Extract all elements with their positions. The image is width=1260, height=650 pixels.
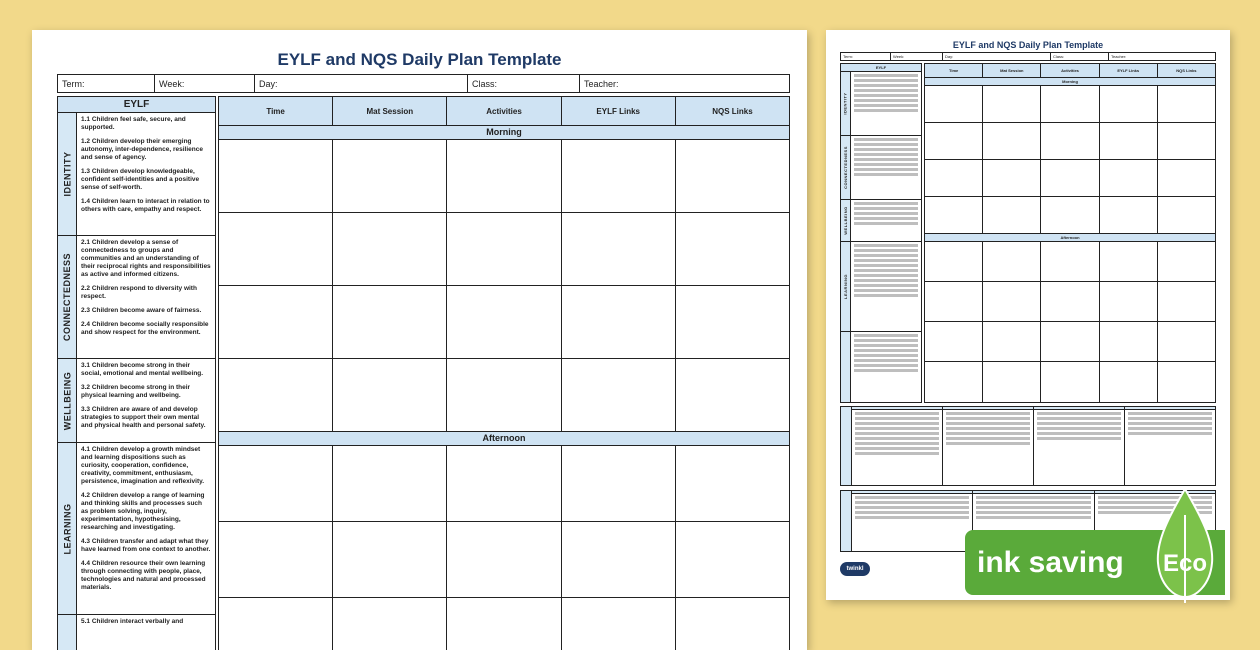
preview-section: WELLBEING <box>841 200 921 242</box>
outcome-item: 2.1 Children develop a sense of connectedness to groups and communities and an understanding of their reciprocal rights and responsibilities as active and informed citizens. <box>81 239 211 278</box>
section-label: CONNECTEDNESS <box>58 236 77 358</box>
preview-eylf-heading: EYLF <box>841 64 921 72</box>
preview-week-field: Week: <box>891 53 943 60</box>
preview-section: CONNECTEDNESS <box>841 136 921 200</box>
outcome-item: 3.1 Children become strong in their social, emotional and mental wellbeing. <box>81 362 204 377</box>
column-mat-session: Mat Session <box>333 97 447 125</box>
outcome-item: 4.4 Children resource their own learning through connecting with people, place, technologies and natural and processed materials. <box>81 560 206 591</box>
section-learning <box>58 443 215 615</box>
preview-band-morning: Morning <box>925 78 1215 86</box>
daily-plan-grid <box>218 96 790 650</box>
teacher-field: Teacher: <box>584 79 619 89</box>
band-morning: Morning <box>219 126 789 140</box>
column-activities: Activities <box>447 97 561 125</box>
eylf-heading: EYLF <box>58 97 215 113</box>
column-nqs-links: NQS Links <box>712 106 753 116</box>
preview-header-fields <box>840 52 1216 61</box>
section-label: LEARNING <box>58 443 77 614</box>
eco-leaf-icon <box>1150 485 1220 605</box>
plan-row <box>219 140 789 213</box>
preview-teacher-field: Teacher: <box>1111 54 1127 59</box>
outcome-item: 3.3 Children are aware of and develop strategies to support their own mental and physical health and personal safety. <box>81 406 206 429</box>
page-title: EYLF and NQS Daily Plan Template <box>277 50 562 69</box>
plan-row <box>219 359 789 432</box>
preview-section: LEARNING <box>841 242 921 332</box>
class-field: Class: <box>468 75 580 92</box>
week-field: Week: <box>155 75 255 92</box>
band-afternoon: Afternoon <box>219 432 789 446</box>
plan-row <box>219 446 789 522</box>
outcome-item: 4.2 Children develop a range of learning and thinking skills and processes such as problem solving, inquiry, experimentation, hypothesising, researching and investigating. <box>81 492 205 531</box>
outcome-item: 2.3 Children become aware of fairness. <box>81 307 202 314</box>
outcome-item: 5.1 Children interact verbally and <box>81 618 184 625</box>
outcome-item: 1.4 Children learn to interact in relation to others with care, empathy and respect. <box>81 198 210 213</box>
plan-row <box>219 598 789 650</box>
term-field: Term: <box>58 75 155 92</box>
twinkl-logo: twinkl <box>840 562 870 576</box>
eylf-outcomes-column <box>57 96 216 650</box>
section-label <box>58 615 77 650</box>
preview-eylf-column <box>840 63 922 403</box>
outcome-item: 1.3 Children develop knowledgeable, confident self-identities and a positive sense of self-worth. <box>81 168 200 191</box>
grid-header <box>219 97 789 126</box>
preview-column-nqs-links: NQS Links <box>1176 68 1197 73</box>
preview-plan-grid <box>924 63 1216 403</box>
preview-column-time: Time <box>925 64 983 77</box>
ink-saving-label: ink saving <box>977 545 1124 579</box>
preview-title: EYLF and NQS Daily Plan Template <box>952 40 1104 50</box>
section-label: IDENTITY <box>58 113 77 235</box>
preview-class-field: Class: <box>1051 53 1109 60</box>
preview-term-field: Term: <box>841 53 891 60</box>
preview-column-eylf-links: EYLF Links <box>1100 64 1158 77</box>
preview-section <box>841 332 921 402</box>
plan-row <box>219 522 789 598</box>
preview-quality-areas-1 <box>840 406 1216 486</box>
plan-row <box>219 286 789 359</box>
eco-label: Eco <box>1162 550 1208 577</box>
outcome-item: 4.1 Children develop a growth mindset and learning dispositions such as curiosity, cooperation, confidence, creativity, commitment, enthusiasm, persistence, imagination and reflexivity. <box>81 446 205 485</box>
preview-column-activities: Activities <box>1041 64 1099 77</box>
section-communication <box>58 615 215 650</box>
day-field: Day: <box>255 75 468 92</box>
template-page-large <box>32 30 807 650</box>
header-fields <box>57 74 790 93</box>
preview-column-mat-session: Mat Session <box>983 64 1041 77</box>
section-label: WELLBEING <box>58 359 77 442</box>
preview-band-afternoon: Afternoon <box>925 234 1215 242</box>
plan-row <box>219 213 789 286</box>
outcome-item: 1.2 Children develop their emerging autonomy, inter-dependence, resilience and sense of agency. <box>81 138 203 161</box>
section-identity <box>58 113 215 236</box>
column-eylf-links: EYLF Links <box>562 97 676 125</box>
column-time: Time <box>219 97 333 125</box>
outcome-item: 1.1 Children feel safe, secure, and supported. <box>81 116 186 131</box>
section-wellbeing <box>58 359 215 443</box>
section-connectedness <box>58 236 215 359</box>
preview-day-field: Day: <box>943 53 1051 60</box>
outcome-item: 3.2 Children become strong in their physical learning and wellbeing. <box>81 384 191 399</box>
outcome-item: 2.2 Children respond to diversity with respect. <box>81 285 197 300</box>
outcome-item: 4.3 Children transfer and adapt what they have learned from one context to another. <box>81 538 211 553</box>
outcome-item: 2.4 Children become socially responsible and show respect for the environment. <box>81 321 209 336</box>
preview-section: IDENTITY <box>841 72 921 136</box>
